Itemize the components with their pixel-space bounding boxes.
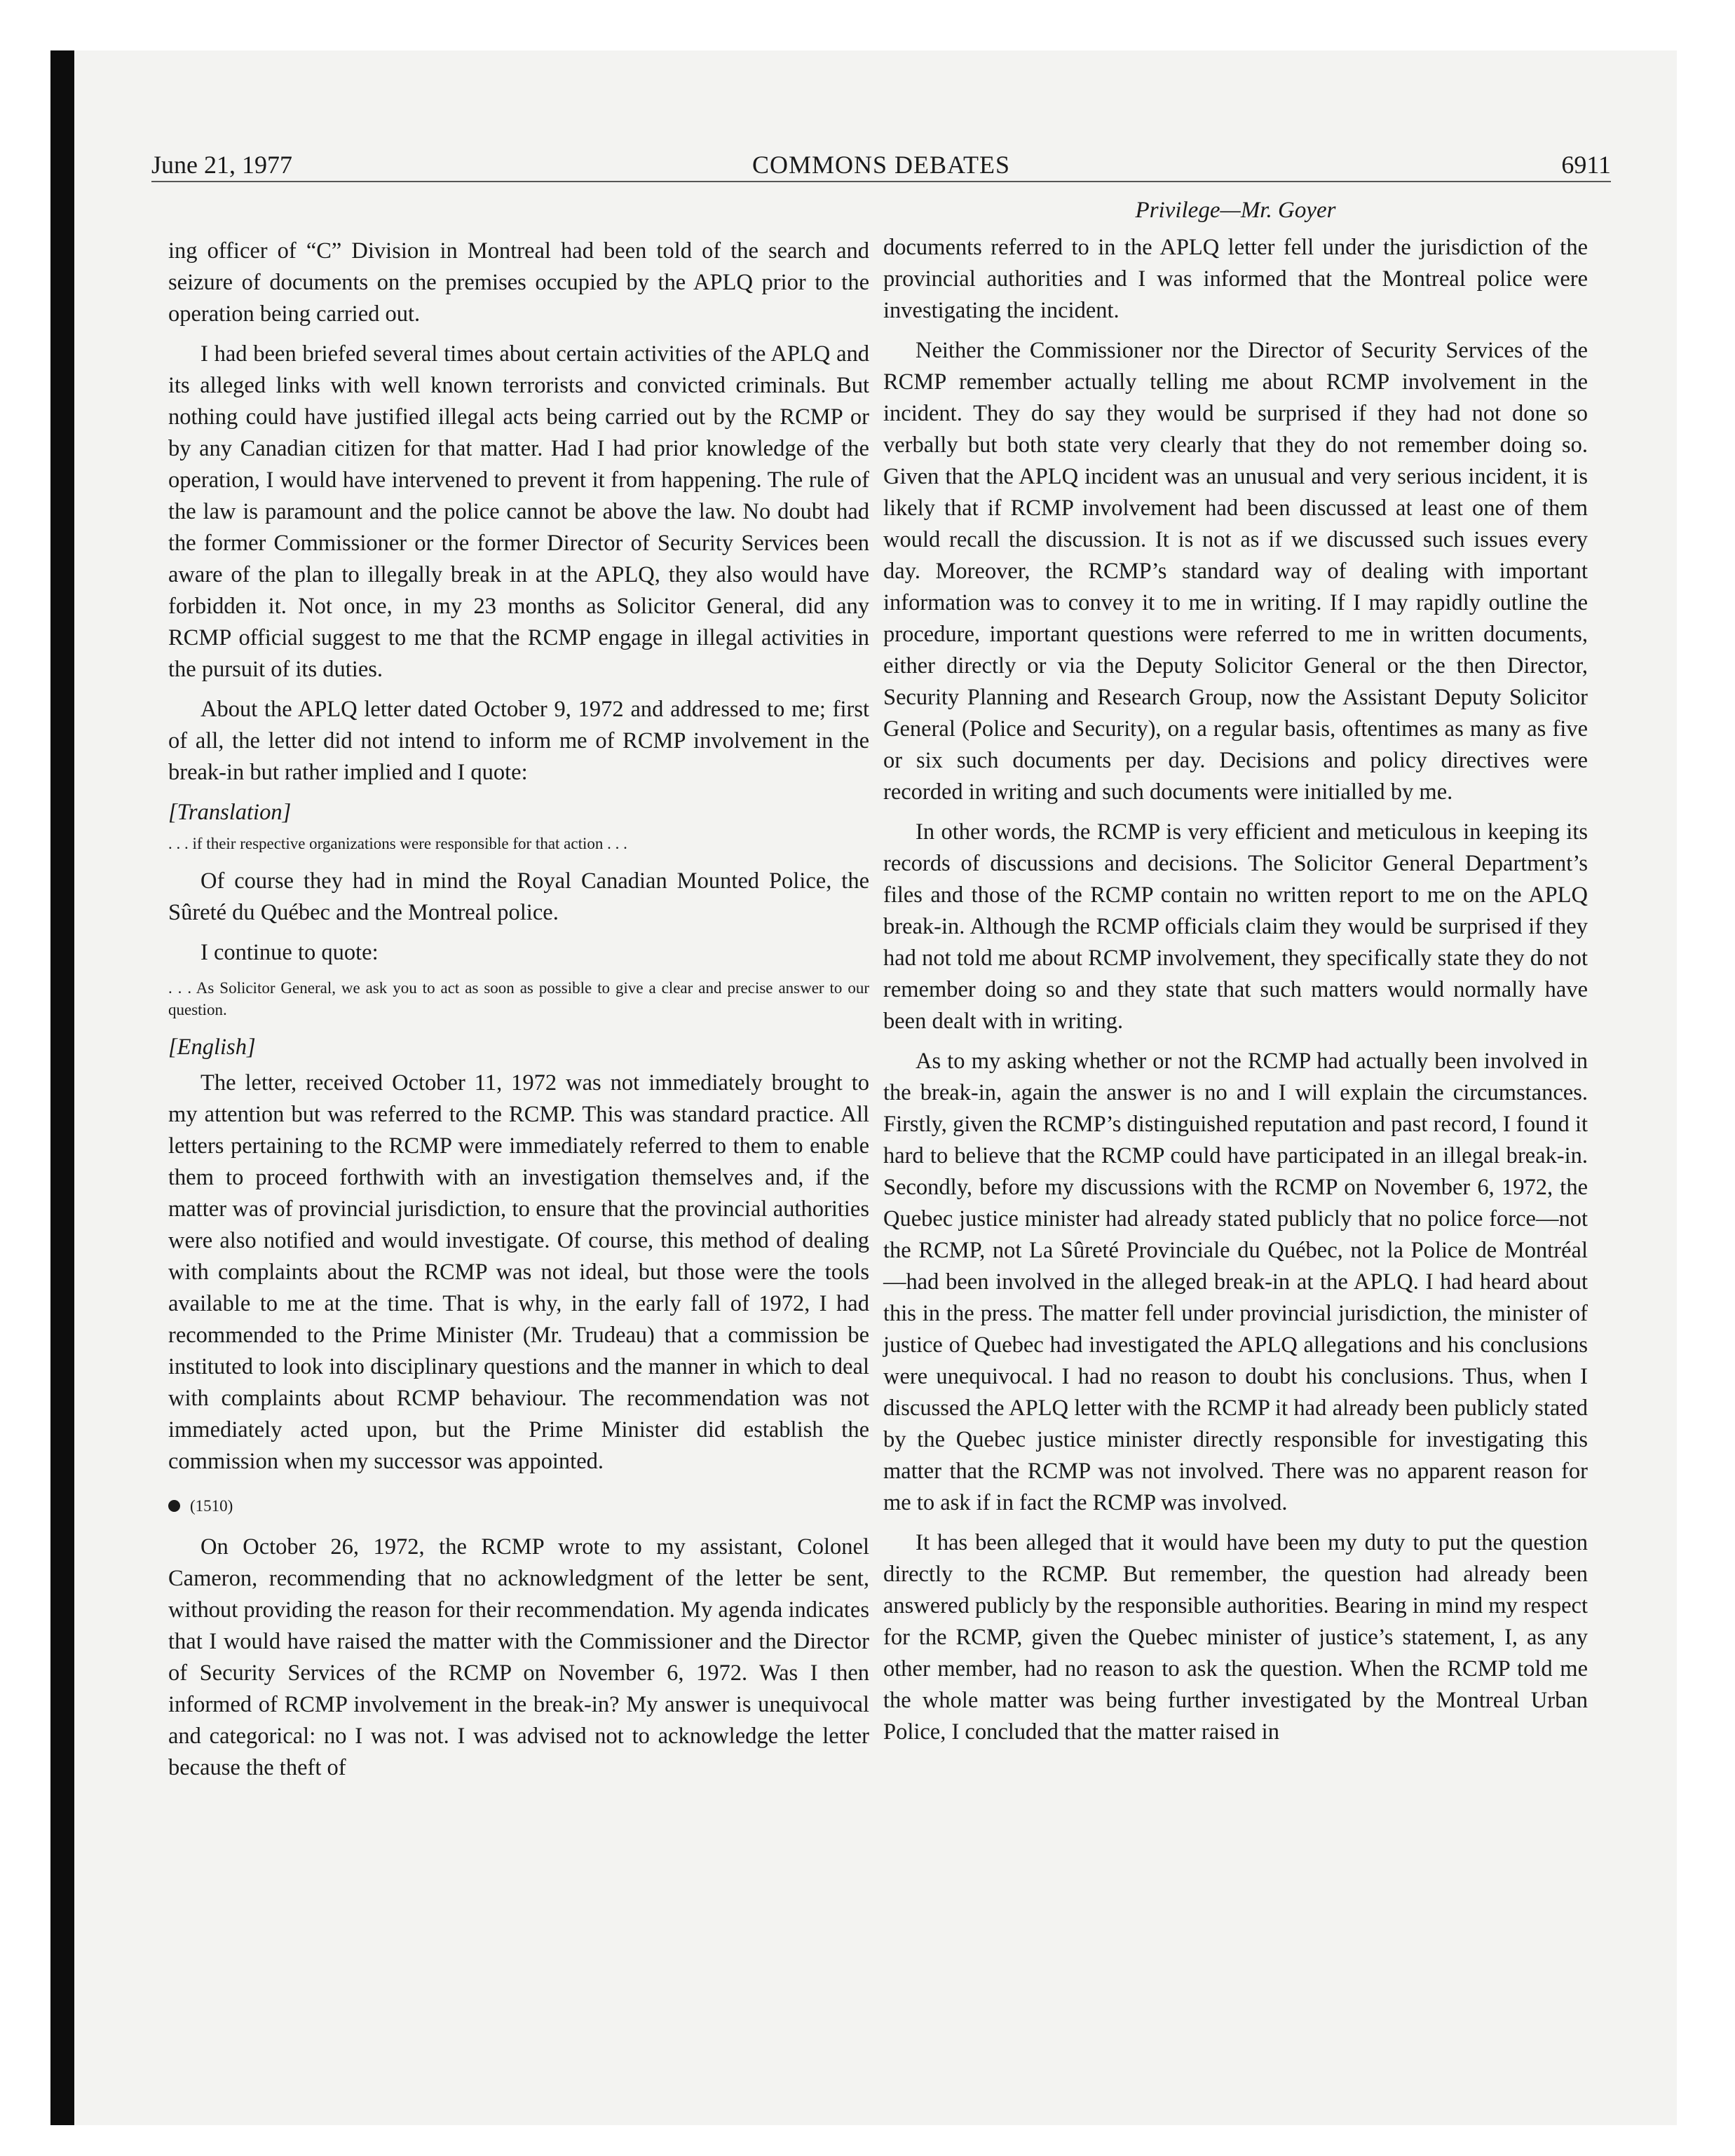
- paragraph: Of course they had in mind the Royal Canadian Mounted Police, the Sûreté du Québec and the Montreal police.: [168, 868, 869, 925]
- left-column: [168, 236, 869, 1792]
- bullet-icon: [168, 1500, 180, 1512]
- paragraph: documents referred to in the APLQ letter fell under the jurisdiction of the provincial authorities and I was informed that the Montreal police were investigating the incident.: [883, 235, 1588, 323]
- right-column: [883, 195, 1588, 1756]
- header-title: COMMONS DEBATES: [751, 151, 1011, 179]
- paragraph: The letter, received October 11, 1972 was not immediately brought to my attention but was referred to the RCMP. This was standard practice. All letters pertaining to the RCMP were immediately referred to them to enable them to proceed forthwith with an investigation themselves and, if the matter was of provincial jurisdiction, to ensure that the provincial authorities were also notified and would investigate. Of course, this method of dealing with complaints about the RCMP was not ideal, but those were the tools available to me at the time. That is why, in the early fall of 1972, I had recommended to the Prime Minister (Mr. Trudeau) that a commission be instituted to look into disciplinary questions and the manner in which to deal with complaints about RCMP behaviour. The recommendation was not immediately acted upon, but the Prime Minister did establish the commission when my successor was appointed.: [168, 1070, 869, 1474]
- block-quote: . . . As Solicitor General, we ask you to act as soon as possible to give a clear and precise answer to our question.: [168, 979, 869, 1018]
- translation-marker: [Translation]: [168, 800, 292, 825]
- paragraph: I continue to quote:: [200, 940, 379, 965]
- paragraph: ing officer of “C” Division in Montreal had been told of the search and seizure of documents on the premises occupied by the APLQ prior to the operation being carried out.: [168, 238, 869, 327]
- paragraph: On October 26, 1972, the RCMP wrote to my assistant, Colonel Cameron, recommending that no acknowledgment of the letter be sent, without providing the reason for their recommendation. My agenda indicates that I would have raised the matter with the Commissioner and the Director of Security Services of the RCMP on November 6, 1972. Was I then informed of RCMP involvement in the break-in? My answer is unequivocal and categorical: no I was not. I was advised not to acknowledge the letter because the theft of: [168, 1534, 869, 1780]
- english-marker: [English]: [168, 1035, 256, 1060]
- binding-shadow: [50, 50, 74, 2125]
- running-head: Privilege—Mr. Goyer: [1135, 198, 1336, 223]
- paragraph: About the APLQ letter dated October 9, 1972 and addressed to me; first of all, the letter did not intend to inform me of RCMP involvement in the break-in but rather implied and I quote:: [168, 697, 869, 785]
- header-rule: [151, 181, 1611, 182]
- paragraph: As to my asking whether or not the RCMP had actually been involved in the break-in, again the answer is no and I will explain the circumstances. Firstly, given the RCMP’s distinguished reputation and past record, I found it hard to believe that the RCMP could have participated in an illegal break-in. Secondly, before my discussions with the RCMP on November 6, 1972, the Quebec justice minister had already stated publicly that no police force—not the RCMP, not La Sûreté Provinciale du Québec, not la Police de Montréal—had been involved in the alleged break-in at the APLQ. I had heard about this in the press. The matter fell under provincial jurisdiction, the minister of justice of Quebec had investigated the APLQ allegations and his conclusions were unequivocal. I had no reason to doubt his conclusions. Thus, when I discussed the APLQ letter with the RCMP it had already been publicly stated by the Quebec justice minister directly responsible for investigating this matter that the RCMP was not involved. There was no apparent reason for me to ask if in fact the RCMP was involved.: [883, 1049, 1588, 1515]
- paragraph: It has been alleged that it would have been my duty to put the question directly to the RCMP. But remember, the question had already been answered publicly by the responsible authorities. Bearing in mind my respect for the RCMP, given the Quebec minister of justice’s statement, I, as any other member, had no reason to ask the question. When the RCMP told me the whole matter was being further investigated by the Montreal Urban Police, I concluded that the matter raised in: [883, 1530, 1588, 1745]
- paragraph: Neither the Commissioner nor the Director of Security Services of the RCMP remember actually telling me about RCMP involvement in the incident. They do say they would be surprised if they had not done so verbally but both state very clearly that they do not remember doing so. Given that the APLQ incident was an unusual and very serious incident, it is likely that if RCMP involvement had been discussed at least one of them would recall the discussion. It is not as if we discussed such issues every day. Moreover, the RCMP’s standard way of dealing with important information was to convey it to me in writing. If I may rapidly outline the procedure, important questions were referred to me in written documents, either directly or via the Deputy Solicitor General or the then Director, Security Planning and Research Group, now the Assistant Deputy Solicitor General (Police and Security), on a regular basis, oftentimes as many as five or six such documents per day. Decisions and policy directives were recorded in writing and such documents were initialled by me.: [883, 338, 1588, 805]
- paragraph: I had been briefed several times about certain activities of the APLQ and its alleged links with well known terrorists and convicted criminals. But nothing could have justified illegal acts being carried out by the RCMP or by any Canadian citizen for that matter. Had I had prior knowledge of the operation, I would have intervened to prevent it from happening. The rule of the law is paramount and the police cannot be above the law. No doubt had the former Commissioner or the former Director of Security Services been aware of the plan to illegally break in at the APLQ, they also would have forbidden it. Not once, in my 23 months as Solicitor General, did any RCMP official suggest to me that the RCMP engage in illegal activities in the pursuit of its duties.: [168, 341, 869, 682]
- time-marker: [168, 1490, 869, 1522]
- page-header: [151, 140, 1611, 179]
- header-date: June 21, 1977: [151, 151, 292, 179]
- page-number: 6911: [1561, 151, 1611, 179]
- time-marker-text: (1510): [190, 1497, 233, 1515]
- block-quote: . . . if their respective organizations were responsible for that action . . .: [168, 835, 627, 852]
- paragraph: In other words, the RCMP is very efficient and meticulous in keeping its records of discussions and decisions. The Solicitor General Department’s files and those of the RCMP contain no written report to me on the APLQ break-in. Although the RCMP officials claim they would be surprised if they had not told me about RCMP involvement, they specifically state they do not remember doing so and they state that such matters would normally have been dealt with in writing.: [883, 819, 1588, 1034]
